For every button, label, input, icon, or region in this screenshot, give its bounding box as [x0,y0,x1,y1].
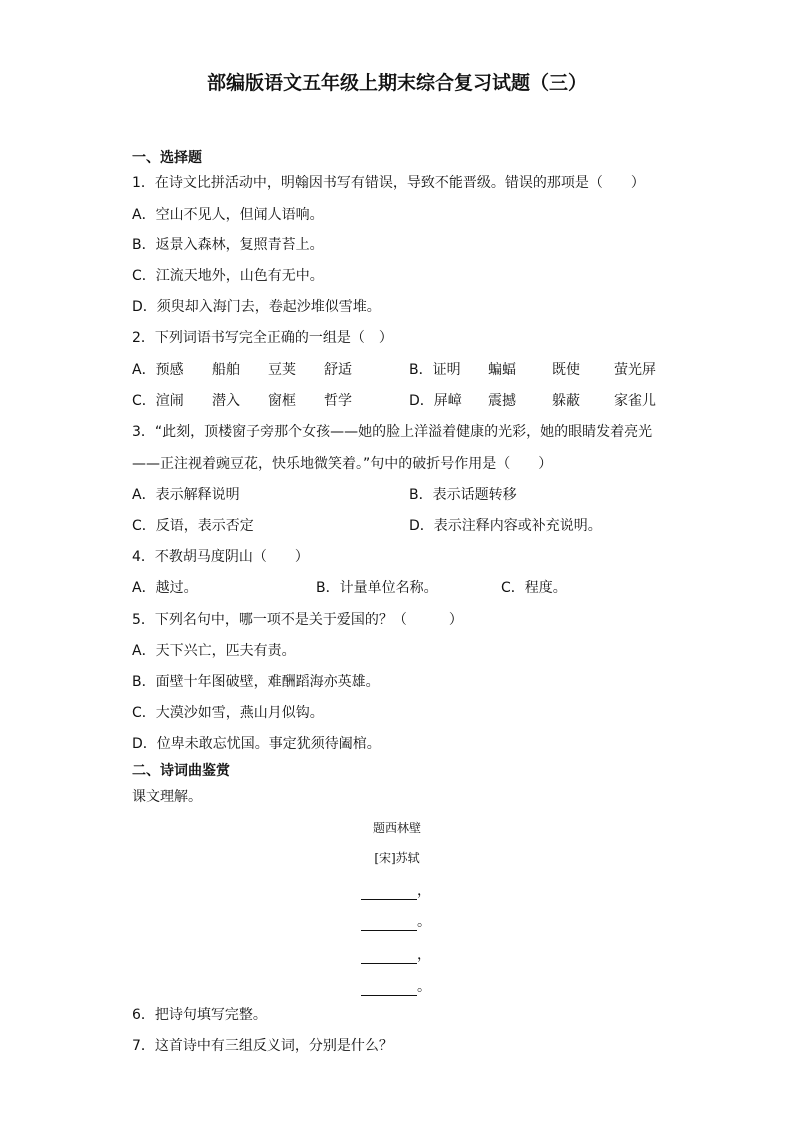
option-d-word-1: D．屏嶂 [409,393,462,409]
question-3-option-b: B．表示话题转移 [409,487,517,503]
option-b-word-3: 既使 [552,362,580,378]
poem-blank-line-3[interactable] [361,944,431,964]
question-3-option-d: D．表示注释内容或补充说明。 [409,518,602,534]
question-1-stem: 1．在诗文比拼活动中，明翰因书写有错误，导致不能晋级。错误的那项是（ ） [132,175,645,191]
poem-blank-line-1[interactable] [361,880,431,900]
option-b-word-2: 蝙蝠 [488,362,516,378]
option-c-word-2: 潜入 [212,393,240,409]
poem-blank-line-2[interactable] [361,911,431,931]
option-c-word-3: 窗框 [268,393,296,409]
question-5-option-c: C．大漠沙如雪，燕山月似钩。 [132,705,324,721]
question-2-stem: 2．下列词语书写完全正确的一组是（ ） [132,330,393,346]
option-a-word-3: 豆荚 [268,362,296,378]
poem-title: 题西林壁 [372,821,421,835]
option-a-word-2: 船舶 [212,362,240,378]
question-1-option-a: A．空山不见人，但闻人语响。 [132,207,324,223]
poem-author: [宋]苏轼 [374,851,420,865]
option-a-word-1: A．预感 [132,362,184,378]
blank-punctuation: ， [417,883,431,899]
page-title: 部编版语文五年级上期末综合复习试题（三） [206,72,587,94]
blank-punctuation: 。 [417,979,431,995]
question-1-option-c: C．江流天地外，山色有无中。 [132,268,324,284]
question-5-option-a: A．天下兴亡，匹夫有责。 [132,643,296,659]
question-4-option-a: A．越过。 [132,580,198,596]
option-d-word-4: 家雀儿 [614,393,656,409]
question-7-stem: 7．这首诗中有三组反义词，分别是什么？ [132,1038,393,1054]
answer-blank[interactable] [361,915,417,931]
section-heading-poetry: 二、诗词曲鉴赏 [132,763,230,779]
question-4-option-b: B．计量单位名称。 [316,580,438,596]
option-c-word-4: 哲学 [324,393,352,409]
option-a-word-4: 舒适 [324,362,352,378]
blank-punctuation: ， [417,947,431,963]
option-d-word-3: 躲蔽 [552,393,580,409]
poem-blank-line-4[interactable] [361,976,431,996]
question-5-stem: 5．下列名句中，哪一项不是关于爱国的？（ ） [132,612,463,628]
question-3-stem-line-1: 3．“此刻，顶楼窗子旁那个女孩——她的脸上洋溢着健康的光彩，她的眼睛发着亮光 [132,424,653,440]
option-d-word-2: 震撼 [488,393,516,409]
answer-blank[interactable] [361,980,417,996]
question-5-option-b: B．面壁十年图破壁，难酬蹈海亦英雄。 [132,674,380,690]
question-1-option-d: D．须臾却入海门去，卷起沙堆似雪堆。 [132,299,381,315]
option-b-word-1: B．证明 [409,362,461,378]
intro-text: 课文理解。 [132,789,202,805]
question-3-option-a: A．表示解释说明 [132,487,240,503]
question-4-option-c: C．程度。 [501,580,567,596]
question-4-stem: 4．不教胡马度阴山（ ） [132,549,309,565]
answer-blank[interactable] [361,948,417,964]
answer-blank[interactable] [361,884,417,900]
question-1-option-b: B．返景入森林，复照青苔上。 [132,237,324,253]
option-c-word-1: C．渲闹 [132,393,184,409]
question-3-option-c: C．反语，表示否定 [132,518,254,534]
question-3-stem-line-2: ——正注视着豌豆花，快乐地微笑着。”句中的破折号作用是（ ） [132,456,553,472]
question-6-stem: 6．把诗句填写完整。 [132,1007,267,1023]
blank-punctuation: 。 [417,914,431,930]
section-heading-choice: 一、选择题 [132,150,202,166]
option-b-word-4: 萤光屏 [614,362,656,378]
question-5-option-d: D．位卑未敢忘忧国。事定犹须待阖棺。 [132,736,381,752]
